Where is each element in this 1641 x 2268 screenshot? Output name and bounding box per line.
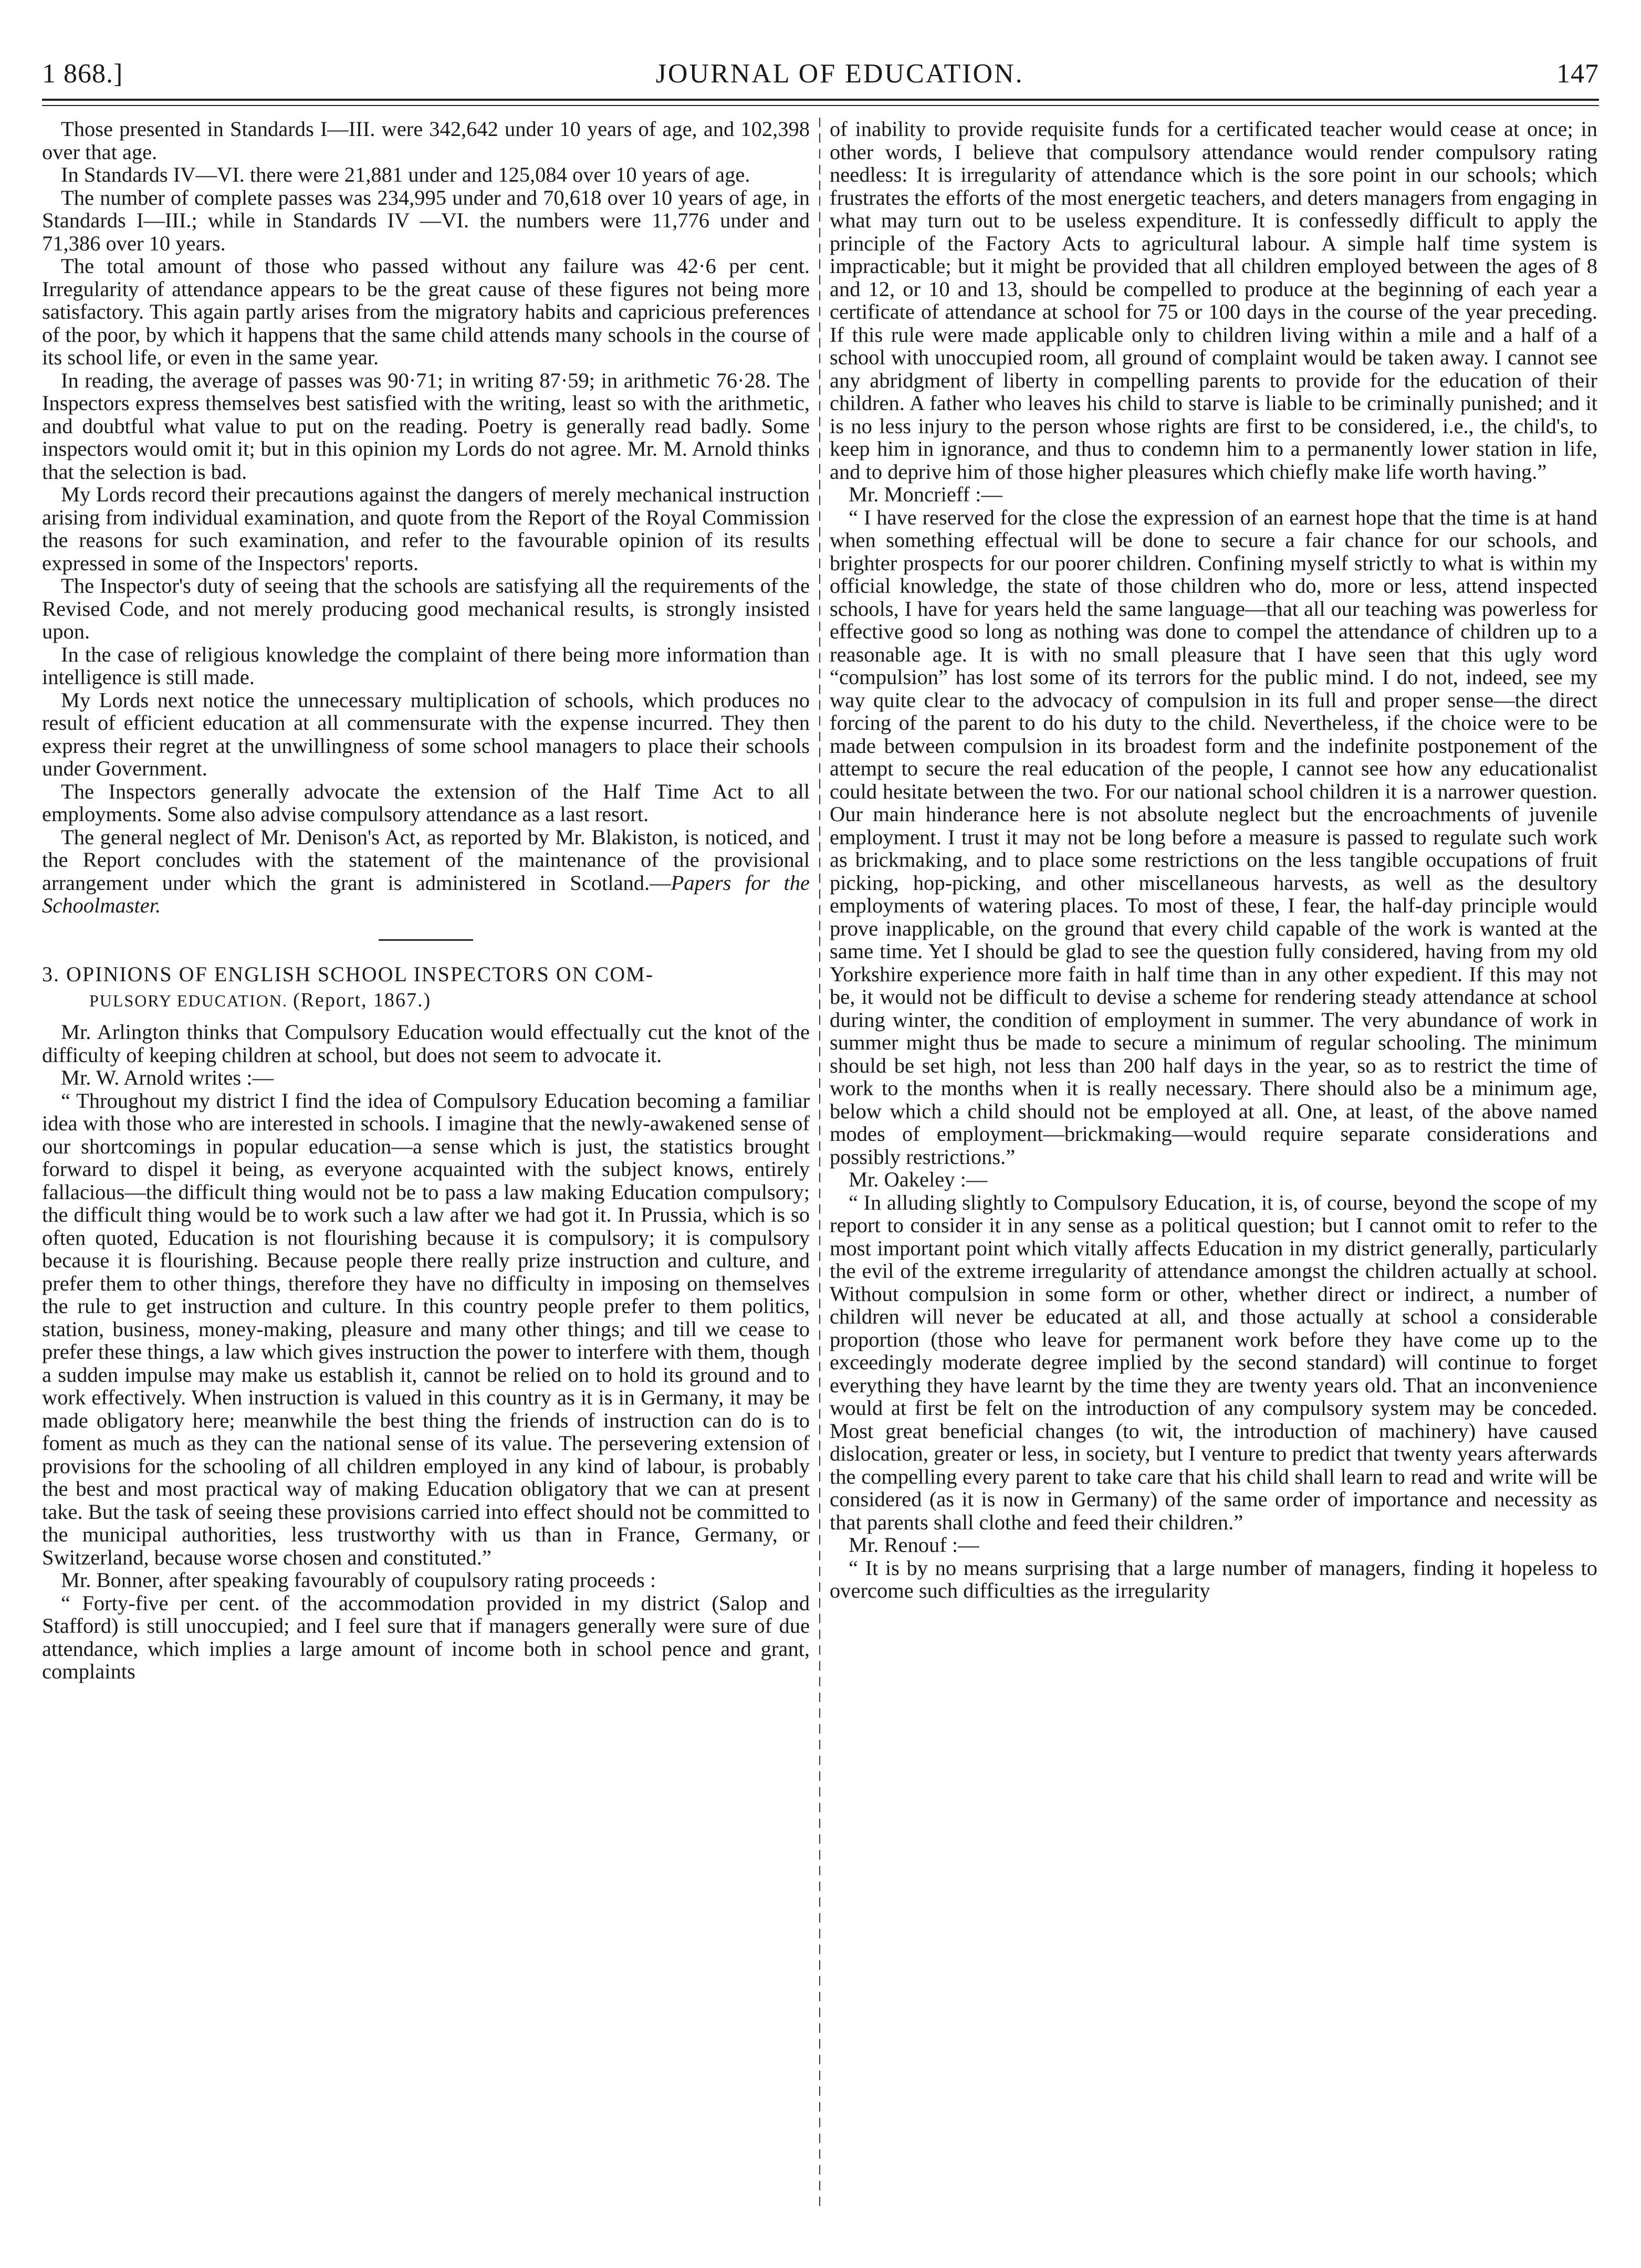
paragraph: Mr. Arlington thinks that Compulsory Education would effectually cut the knot of the difficulty of keeping children at school, but does not seem to advocate it. — [42, 1020, 810, 1067]
journal-title: JOURNAL OF EDUCATION. — [655, 59, 1024, 89]
paragraph: Mr. Renouf :— — [849, 1533, 979, 1557]
paragraph: In Standards IV—VI. there were 21,881 under and 125,084 over 10 years of age. — [61, 163, 750, 186]
header-rule — [42, 99, 1599, 106]
section-sub-text: PULSORY EDUCATION. — [89, 991, 288, 1010]
source-citation: Papers for the Schoolmaster. — [42, 870, 810, 917]
body-columns — [42, 118, 1599, 2207]
paragraph: The Inspector's duty of seeing that the schools are satisfying all the requirements of the Revised Code, and not merely producing good mechanical results, is strongly insisted upon. — [42, 574, 810, 643]
paragraph — [42, 826, 810, 917]
header-year: 1 868.] — [42, 59, 123, 89]
section-heading: 3. OPINIONS OF ENGLISH SCHOOL INSPECTORS ON COM- — [42, 962, 654, 986]
right-paragraphs — [830, 118, 1597, 1602]
left-column — [42, 118, 819, 2207]
page-header — [42, 47, 1599, 89]
left-paragraphs-b — [42, 1021, 810, 1683]
paragraph: My Lords next notice the unnecessary multiplication of schools, which produces no result of efficient education at all commensurate with the expense incurred. They then express their regret at the unwillingness of some school managers to place their schools under Government. — [42, 688, 810, 780]
section-subheading — [42, 989, 810, 1013]
paragraph: My Lords record their precautions against the dangers of merely mechanical instruction arising from individual examination, and quote from the Report of the Royal Commission the reasons for such examination, and refer to the favourable opinion of its results expressed in some of the Inspectors' reports. — [42, 482, 810, 575]
section-separator — [379, 939, 473, 941]
page-number: 147 — [1556, 59, 1599, 89]
closing-paragraph-text: The general neglect of Mr. Denison's Act, as reported by Mr. Blakiston, is noticed, and the Report concludes with the statement of the maintenance of the provisional arrangement under which the grant is administered in Scotland.— — [42, 825, 810, 895]
paragraph: Mr. Bonner, after speaking favourably of coupulsory rating proceeds : — [61, 1568, 656, 1592]
paragraph: The number of complete passes was 234,995 under and 70,618 over 10 years of age, in Standards I—III.; while in Standards IV —VI. the numbers were 11,776 under and 71,386 over 10 years. — [42, 185, 810, 255]
paragraph: Mr. W. Arnold writes :— — [61, 1066, 274, 1089]
paragraph: The Inspectors generally advocate the extension of the Half Time Act to all employments. Some also advise compulsory attendance as a last resort. — [42, 779, 810, 826]
paragraph: In the case of religious knowledge the complaint of there being more information than intelligence is still made. — [42, 642, 810, 689]
paragraph: “ It is by no means surprising that a large number of managers, finding it hopeless to overcome such difficulties as the irregularity — [830, 1556, 1597, 1602]
journal-page — [42, 47, 1599, 2252]
paragraph: The total amount of those who passed without any failure was 42·6 per cent. Irregularity of attendance appears to be the great cause of these figures not being more satisfactory. This again partly arises from the migratory habits and capricious preferences of the poor, by which it happens that the same child attends many schools in the course of its school life, or even in the same year. — [42, 254, 810, 369]
paragraph: Mr. Oakeley :— — [849, 1168, 988, 1191]
paragraph: “ Throughout my district I find the idea of Compulsory Education becoming a familiar idea with those who are interested in schools. I imagine that the newly-awakened sense of our shortcomings in popular education—a sense which is just, the statistics brought forward to dispel it being, as everyone acquainted with the subject knows, entirely fallacious—the difficult thing would not be to pass a law making Education compulsory; the difficult thing would be to work such a law after we had got it. In Prussia, which is so often quoted, Education is not flourishing because it is compulsory; it is compulsory because it is flourishing. Because people there really prize instruction and culture, and prefer them to other things, therefore they have no difficulty in imposing on themselves the rule to get instruction and culture. In this country people prefer to them politics, station, business, money-making, pleasure and many other things; and till we cease to prefer these things, a law which gives instruction the power to interfere with them, though a sudden impulse may make us establish it, cannot be relied on to hold its ground and to work effectively. When instruction is valued in this country as it is in Germany, it may be made obligatory here; meanwhile the best thing the friends of instruction can do is to foment as much as they can the national sense of its value. The persevering extension of provisions for the schooling of all children employed in any kind of labour, is probably the best and most practical way of making Education obligatory that we can at present take. But the task of seeing these provisions carried into effect should not be committed to the municipal authorities, less trustworthy with us than in France, Germany, or Switzerland, because worse chosen and constituted.” — [42, 1088, 810, 1569]
paragraph: of inability to provide requisite funds for a certificated teacher would cease at once; in other words, I believe that compulsory attendance would render compulsory rating needless: It is irregularity of attendance which is the sore point in our schools; which frustrates the efforts of the most energetic teachers, and deters managers from engaging in what may turn out to be useless expenditure. It is confessedly difficult to apply the principle of the Factory Acts to agricultural labour. A simple half time system is impracticable; but it might be provided that all children employed between the ages of 8 and 12, or 10 and 13, should be compelled to produce at the beginning of each year a certificate of attendance at school for 75 or 100 days in the course of the year preceding. If this rule were made applicable only to children living within a mile and a half of a school with unoccupied room, all ground of complaint would be taken away. I cannot see any abridgment of liberty in compelling parents to provide for the education of their children. A father who leaves his child to starve is liable to be criminally punished; and it is no less injury to the person whose rights are first to be considered, i.e., the child's, to keep him in ignorance, and thus to condemn him to a permanently lower station in life, and to deprive him of those higher pleasures which chiefly make life worth having.” — [830, 118, 1597, 484]
paragraph: Those presented in Standards I—III. were 342,642 under 10 years of age, and 102,398 over that age. — [42, 118, 810, 164]
paragraph: Mr. Moncrieff :— — [849, 482, 1002, 506]
paragraph: In reading, the average of passes was 90·71; in writing 87·59; in arithmetic 76·28. The Inspectors express themselves best satisfied with the writing, least so with the arithmetic, and doubtful what value to put on the reading. Poetry is generally read badly. Some inspectors would omit it; but in this opinion my Lords do not agree. Mr. M. Arnold thinks that the selection is bad. — [42, 368, 810, 484]
paragraph: “ In alluding slightly to Compulsory Education, it is, of course, beyond the scope of my report to consider it in any sense as a political question; but I cannot omit to refer to the most important point which vitally affects Education in my district generally, particularly the evil of the extreme irregularity of attendance amongst the children actually at school. Without compulsion in some form or other, whether direct or indirect, a number of children will never be educated at all, and those actually at school a considerable proportion (those who leave for permanent work before they have come up to the exceedingly moderate degree implied by the second standard) will continue to forget everything they have learnt by the time they are twenty years old. That an inconvenience would at first be felt on the introduction of any compulsory system may be conceded. Most great beneficial changes (to wit, the introduction of machinery) have caused dislocation, greater or less, in society, but I venture to predict that twenty years afterwards the compelling every parent to take care that his child shall learn to read and write will be considered (as it is now in Germany) of the same order of importance and necessity as that parents shall clothe and feed their children.” — [830, 1190, 1597, 1534]
paragraph: “ I have reserved for the close the expression of an earnest hope that the time is at hand when something effectual will be done to secure a fair chance for our schools, and brighter prospects for our poorer children. Confining myself strictly to what is within my official knowledge, the state of those children who do, more or less, attend inspected schools, I have for years held the same language—that all our teaching was powerless for effective good so long as nothing was done to compel the attendance of children up to a reasonable age. It is with no small pleasure that I have seen that this ugly word “compulsion” has lost some of its terrors for the public mind. I do not, indeed, see my way quite clear to the advocacy of compulsion in its full and proper sense—the direct forcing of the parent to do his duty to the child. Nevertheless, if the choice were to be made between compulsion in its broadest form and the indefinite postponement of the attempt to secure the real education of the people, I cannot see how any educationalist could hesitate between the two. For our national school children it is a narrower question. Our main hinderance here is not absolute neglect but the encroachments of juvenile employment. I trust it may not be long before a measure is passed to regulate such work as brickmaking, and to place some restrictions on the less tangible occupations of fruit picking, hop-picking, and other miscellaneous harvests, as well as the desultory employments of watering places. To most of these, I fear, the half-day principle would prove inapplicable, on the ground that every child capable of the work is wanted at the same time. Yet I should be glad to see the question fully considered, having from my old Yorkshire experience more faith in half time than in any other expedient. If this may not be, it would not be difficult to devise a scheme for rendering steady attendance at school during winter, the condition of employment in summer. The very abundance of work in summer might thus be made to secure a minimum of regular schooling. The minimum should be set high, not less than 200 half days in the year, so as to restrict the time of work to the months when it is really necessary. There should also be a minimum age, below which a child should not be employed at all. One, at least, of the above named modes of employment—brickmaking—would require separate considerations and possibly restrictions.” — [830, 505, 1597, 1169]
section-report: (Report, 1867.) — [292, 989, 432, 1011]
right-column — [820, 118, 1597, 2207]
paragraph: “ Forty-five per cent. of the accommodation provided in my district (Salop and Stafford) is still unoccupied; and I feel sure that if managers generally were sure of due attendance, which implies a large amount of income both in school pence and grant, complaints — [42, 1591, 810, 1683]
left-paragraphs-a — [42, 118, 810, 826]
